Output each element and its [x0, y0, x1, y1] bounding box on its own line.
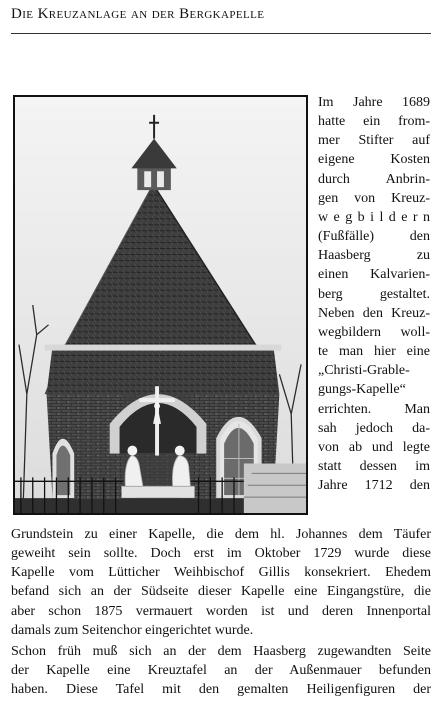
side-paragraph: [318, 93, 430, 495]
paragraph-cross-panel: [11, 642, 431, 699]
text-line: „Christi-Grable-: [318, 363, 410, 379]
text-line: sah jedoch da-: [318, 420, 430, 436]
text-line: wegbildern woll-: [318, 324, 430, 340]
title-rule: [11, 33, 431, 34]
text-line: Kapelle vom Lütticher Weihbischof Gillis konsekriert. Ehedem: [11, 565, 431, 581]
text-line: von ab und legte: [318, 439, 430, 455]
text-line: aber schon 1875 vermauert worden ist und deren Innenportal: [11, 603, 431, 619]
text-line: hatte ein from-: [318, 114, 430, 130]
text-line: gungs-Kapelle“: [318, 382, 406, 398]
paragraph-founding: [11, 525, 431, 640]
page-title: Die Kreuzanlage an der Bergkapelle: [11, 6, 265, 22]
text-line: errichten. Man: [318, 401, 430, 417]
text-line: Jahre 1712 den: [318, 478, 430, 494]
text-line: einen Kalvarien-: [318, 267, 430, 283]
text-line: Haasberg zu: [318, 248, 430, 264]
text-line: Neben den Kreuz-: [318, 305, 430, 321]
text-line: statt dessen im: [318, 458, 430, 474]
text-line: der Kapelle eine Kreuztafel an der Außenmauer befunden: [11, 663, 431, 679]
text-line: gen von Kreuz-: [318, 190, 430, 206]
text-line: te man hier eine: [318, 344, 430, 360]
text-line: befand sich an der Südseite dieser Kapelle eine Eingangstüre, die: [11, 584, 431, 600]
text-line: Grundstein zu einer Kapelle, die dem hl. Johannes dem Täufer: [11, 527, 431, 542]
text-line: berg gestaltet.: [318, 286, 430, 302]
text-line: Schon früh muß sich an der dem Haasberg zugewandten Seite: [11, 644, 431, 659]
text-line: damals zum Seitenchor eingerichtet wurde.: [11, 622, 254, 638]
chapel-photo: [13, 95, 308, 515]
text-line: eigene Kosten: [318, 152, 430, 168]
text-line: w e g b i l d e r n: [318, 209, 430, 225]
text-line: Im Jahre 1689: [318, 95, 430, 110]
chapel-illustration: [15, 97, 306, 513]
text-line: geweiht sein sollte. Doch erst im Oktober 1729 wurde diese: [11, 546, 431, 562]
text-line: mer Stifter auf: [318, 133, 430, 149]
text-line: (Fußfälle) den: [318, 229, 430, 245]
text-line: durch Anbrin-: [318, 171, 430, 187]
text-line: haben. Diese Tafel mit den gemalten Heiligenfiguren der: [11, 682, 431, 698]
